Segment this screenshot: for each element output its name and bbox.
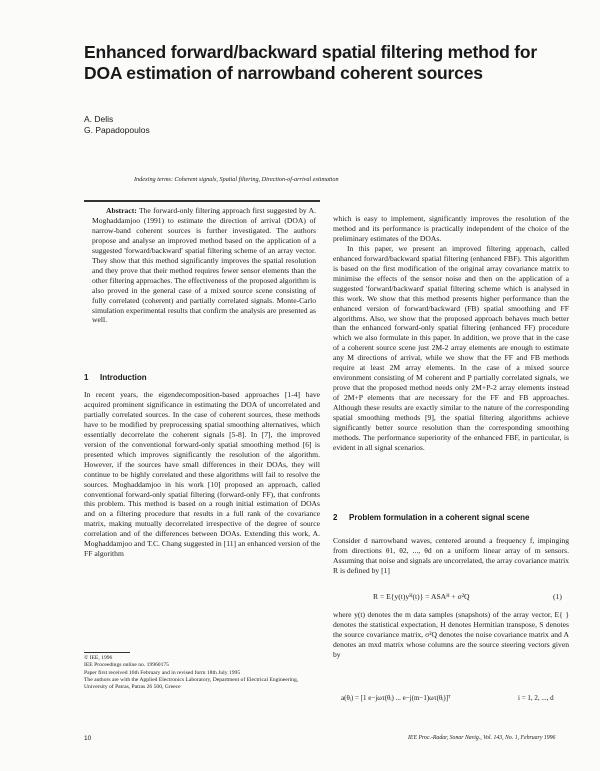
introduction-body [84,390,320,650]
equation-2 [341,694,451,702]
abstract-label: Abstract: [106,206,137,215]
online-number: IEE Proceedings online no. 19960175 [84,662,169,669]
equation-1 [373,592,469,601]
footnote-rule [84,652,130,653]
intro-continuation: which is easy to implement, significantly improves the resolution of the method and its performance is practically independent of the choice of the preliminary estimates of the DOAs. [333,214,569,243]
author-name: A. Delis [84,114,114,124]
author-list [84,114,150,136]
introduction-paragraph: In recent years, the eigendecomposition-based approaches [1-4] have acquired prominent significance in estimating the DOA of uncorrelated and partially correlated sources. In the case of coherent sources, these methods have to be modified by preprocessing spatial smoothing alternatives, which essentially decorrelate the coherent signals [5-8]. In [7], the improved version of the conventional forward-only spatial smoothing method [6] is presented which improves significantly the resolution of the algorithm. However, if the sources have small differences in their DOAs, they will continue to be highly correlated and these algorithms will fail to resolve the sources. Moghaddamjoo in his work [10] proposed an approach, called conventional forward-only spatial filtering (forward-only FF), that confronts this problem. This method is based on a rough initial estimation of DOAs and on a filtering procedure that results in a full rank of the covariance matrix, making mutually decorrelated irrespective of the degree of source correlation and of the differences between DOAs. Extending this work, A. Moghaddamjoo and T.C. Chang suggested in [11] an enhanced version of the FF algorithm [84,390,320,559]
section-number: 2 [333,513,338,522]
author-name: G. Papadopoulos [84,125,150,135]
received-note: Paper first received 16th February and in revised form 18th July 1995 [84,669,241,676]
abstract-top-rule [84,200,320,202]
section2-paragraph-2: where y(t) denotes the m data samples (snapshots) of the array vector, E{ } denotes the statistical expectation, H denotes Hermitian transpose, S denotes the source covariance matrix, σ²Q denotes the noise covariance matrix and A denotes an mxd matrix whose columns are the source steering vectors given by [333,610,569,659]
section-title: Introduction [100,373,147,382]
journal-citation: IEE Proc.-Radar, Sonar Navig., Vol. 143, No. 1, February 1996 [408,735,556,741]
section-title: Problem formulation in a coherent signal scene [349,513,530,522]
section-number: 1 [84,373,89,382]
section-heading-problem [333,513,569,523]
intro-paragraph-2: In this paper, we present an improved filtering approach, called enhanced forward/backward spatial filtering (enhanced FBF). This algorithm is based on the first modification of the original array covariance matrix to minimise the effects of the sensor noise and then on the application of a suggested 'forward/backward' spatial filtering scheme which is analysed in this work. We show that this method presents higher performance than the enhanced version of forward/backward (FB) spatial smoothing and FF algorithms. Also, we show that the proposed approach behaves much better than the enhanced forward-only spatial filtering (enhanced FF) procedure which we also formulate in this paper. In addition, we prove that in the case of a coherent source scene just 2M-2 array elements are enough to estimate any M directions of arrival, while we show that the FF and FB methods require at least 2M array elements. In the case of a mixed source environment consisting of M coherent and P partially correlated signals, we prove that the proposed method needs only 2M+P-2 array elements instead of 2M+P elements that are necessary for the FF and FB approaches. Although these results are exactly similar to the nature of the corresponding spatial smoothing methods [9], the spatial filtering algorithms achieve significantly better source resolution than the corresponding smoothing methods. The performance superiority of the enhanced FBF, in particular, is evident in all signal scenarios. [333,243,569,452]
copyright-note: © IEE, 1996 [84,655,113,661]
indexing-terms: Indexing terms: Coherent signals, Spatial filtering, Direction-of-arrival estimation [134,176,339,183]
affiliation-note: The authors are with the Applied Electronics Laboratory, Department of Electrical Engineering, University of Patras, Patras 26 500, Greece [84,676,299,691]
footnotes [84,655,320,691]
equation-1-number: (1) [553,592,562,601]
abstract [92,206,316,325]
paper-title: Enhanced forward/backward spatial filtering method for DOA estimation of narrowband coherent sources [84,42,538,83]
page-number: 10 [84,735,92,742]
section2-paragraph-1: Consider d narrowband waves, centered around a frequency f, impinging from directions θ1, θ2, ..., θd on a uniform linear array of m sensors. Assuming that noise and signals are uncorrelated, the array covariance matrix R is defined by [1] [333,536,569,575]
equation-2-body: a(θᵢ) = [1 e−jωτ(θᵢ) ... e−j(m−1)ωτ(θᵢ)]ᵀ [341,694,451,702]
equation-2-index: i = 1, 2, ..., d [518,694,554,702]
section-heading-introduction [84,373,147,383]
abstract-text: The forward-only filtering approach first suggested by A. Moghaddamjoo (1991) to estimate the direction of arrival (DOA) of narrow-band coherent sources is further investigated. The authors propose and analyse an improved method based on the application of a suggested 'forward/backward' spatial filtering scheme of an array vector. They show that this method significantly improves the spatial resolution and they prove that their method requires fewer sensor elements than the other filtering approaches. The effectiveness of the proposed algorithm is also proved in the general case of a mixed source scene consisting of fully correlated (coherent) and partially correlated signals. Monte-Carlo simulation experimental results that confirm the analysis are presented as well. [92,206,316,325]
equation-1-body: R = E{y(t)yᴴ(t)} = ASAᴴ + σ²Q [373,592,470,601]
right-column-body [333,214,569,484]
